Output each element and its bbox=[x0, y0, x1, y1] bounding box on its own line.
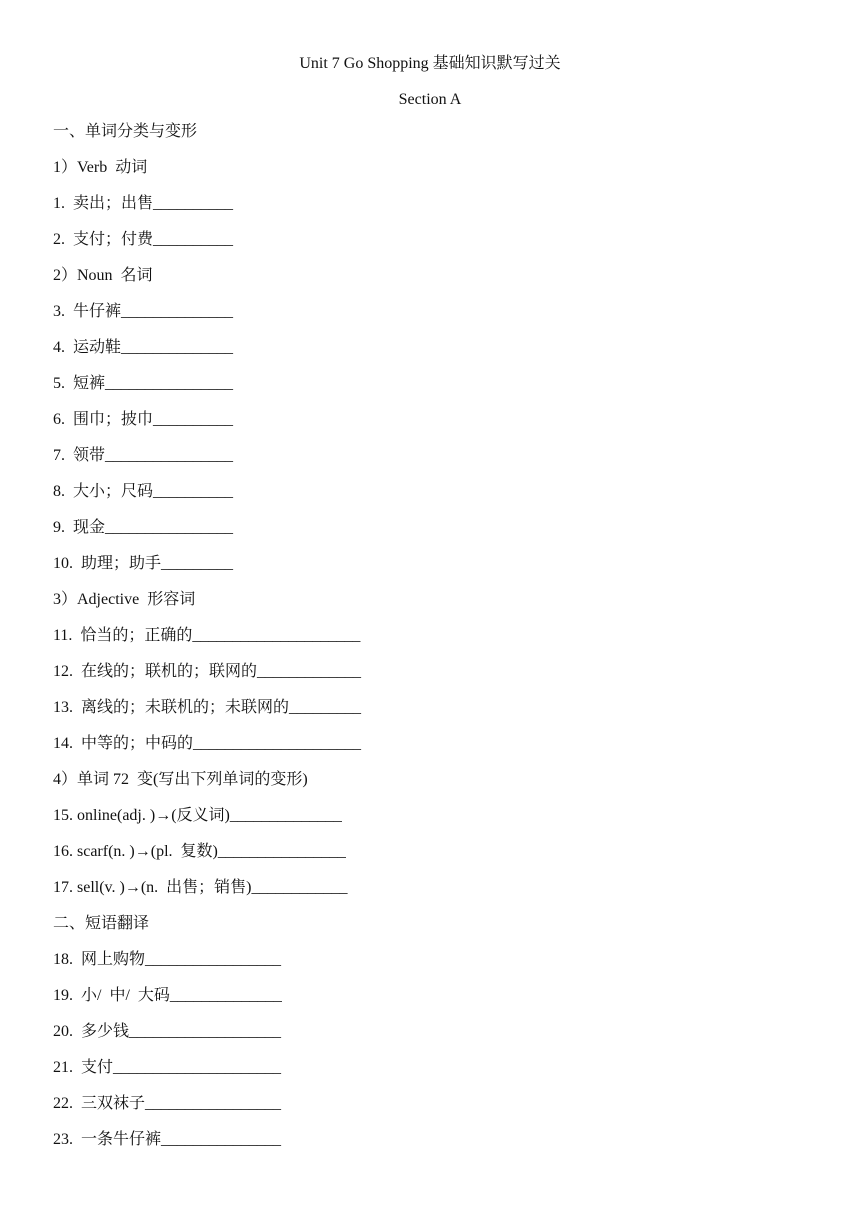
section-heading: Section A bbox=[398, 91, 462, 108]
exercise-item-4: 4. 运动鞋______________ bbox=[53, 339, 234, 356]
exercise-item-20: 20. 多少钱___________________ bbox=[53, 1023, 282, 1040]
exercise-item-3: 3. 牛仔裤______________ bbox=[53, 303, 234, 320]
exercise-item-11: 11. 恰当的；正确的_____________________ bbox=[53, 627, 361, 644]
exercise-item-22: 22. 三双袜子_________________ bbox=[53, 1095, 282, 1112]
exercise-item-23: 23. 一条牛仔裤_______________ bbox=[53, 1131, 282, 1148]
category-heading-word-forms: 4）单词 72 变(写出下列单词的变形) bbox=[53, 771, 308, 788]
exercise-item-17: 17. sell(v. )→(n. 出售；销售)____________ bbox=[53, 879, 348, 896]
exercise-item-9: 9. 现金________________ bbox=[53, 519, 234, 536]
exercise-item-19: 19. 小/ 中/ 大码______________ bbox=[53, 987, 282, 1004]
exercise-item-15: 15. online(adj. )→(反义词)______________ bbox=[53, 807, 342, 824]
category-heading-noun: 2）Noun 名词 bbox=[53, 267, 153, 284]
exercise-item-1: 1. 卖出；出售__________ bbox=[53, 195, 234, 212]
category-heading-adjective: 3）Adjective 形容词 bbox=[53, 591, 196, 608]
part-heading-phrase-translation: 二、短语翻译 bbox=[53, 915, 150, 932]
exercise-item-13: 13. 离线的；未联机的；未联网的_________ bbox=[53, 699, 362, 716]
exercise-item-6: 6. 围巾；披巾__________ bbox=[53, 411, 234, 428]
exercise-item-12: 12. 在线的；联机的；联网的_____________ bbox=[53, 663, 362, 680]
part-heading-word-categories: 一、单词分类与变形 bbox=[53, 123, 198, 140]
exercise-item-16: 16. scarf(n. )→(pl. 复数)________________ bbox=[53, 843, 346, 860]
exercise-item-18: 18. 网上购物_________________ bbox=[53, 951, 282, 968]
exercise-item-8: 8. 大小；尺码__________ bbox=[53, 483, 234, 500]
exercise-item-21: 21. 支付_____________________ bbox=[53, 1059, 282, 1076]
exercise-item-14: 14. 中等的；中码的_____________________ bbox=[53, 735, 362, 752]
exercise-item-2: 2. 支付；付费__________ bbox=[53, 231, 234, 248]
exercise-item-10: 10. 助理；助手_________ bbox=[53, 555, 234, 572]
worksheet-title: Unit 7 Go Shopping 基础知识默写过关 bbox=[299, 55, 561, 72]
category-heading-verb: 1）Verb 动词 bbox=[53, 159, 148, 176]
exercise-item-5: 5. 短裤________________ bbox=[53, 375, 234, 392]
exercise-item-7: 7. 领带________________ bbox=[53, 447, 234, 464]
